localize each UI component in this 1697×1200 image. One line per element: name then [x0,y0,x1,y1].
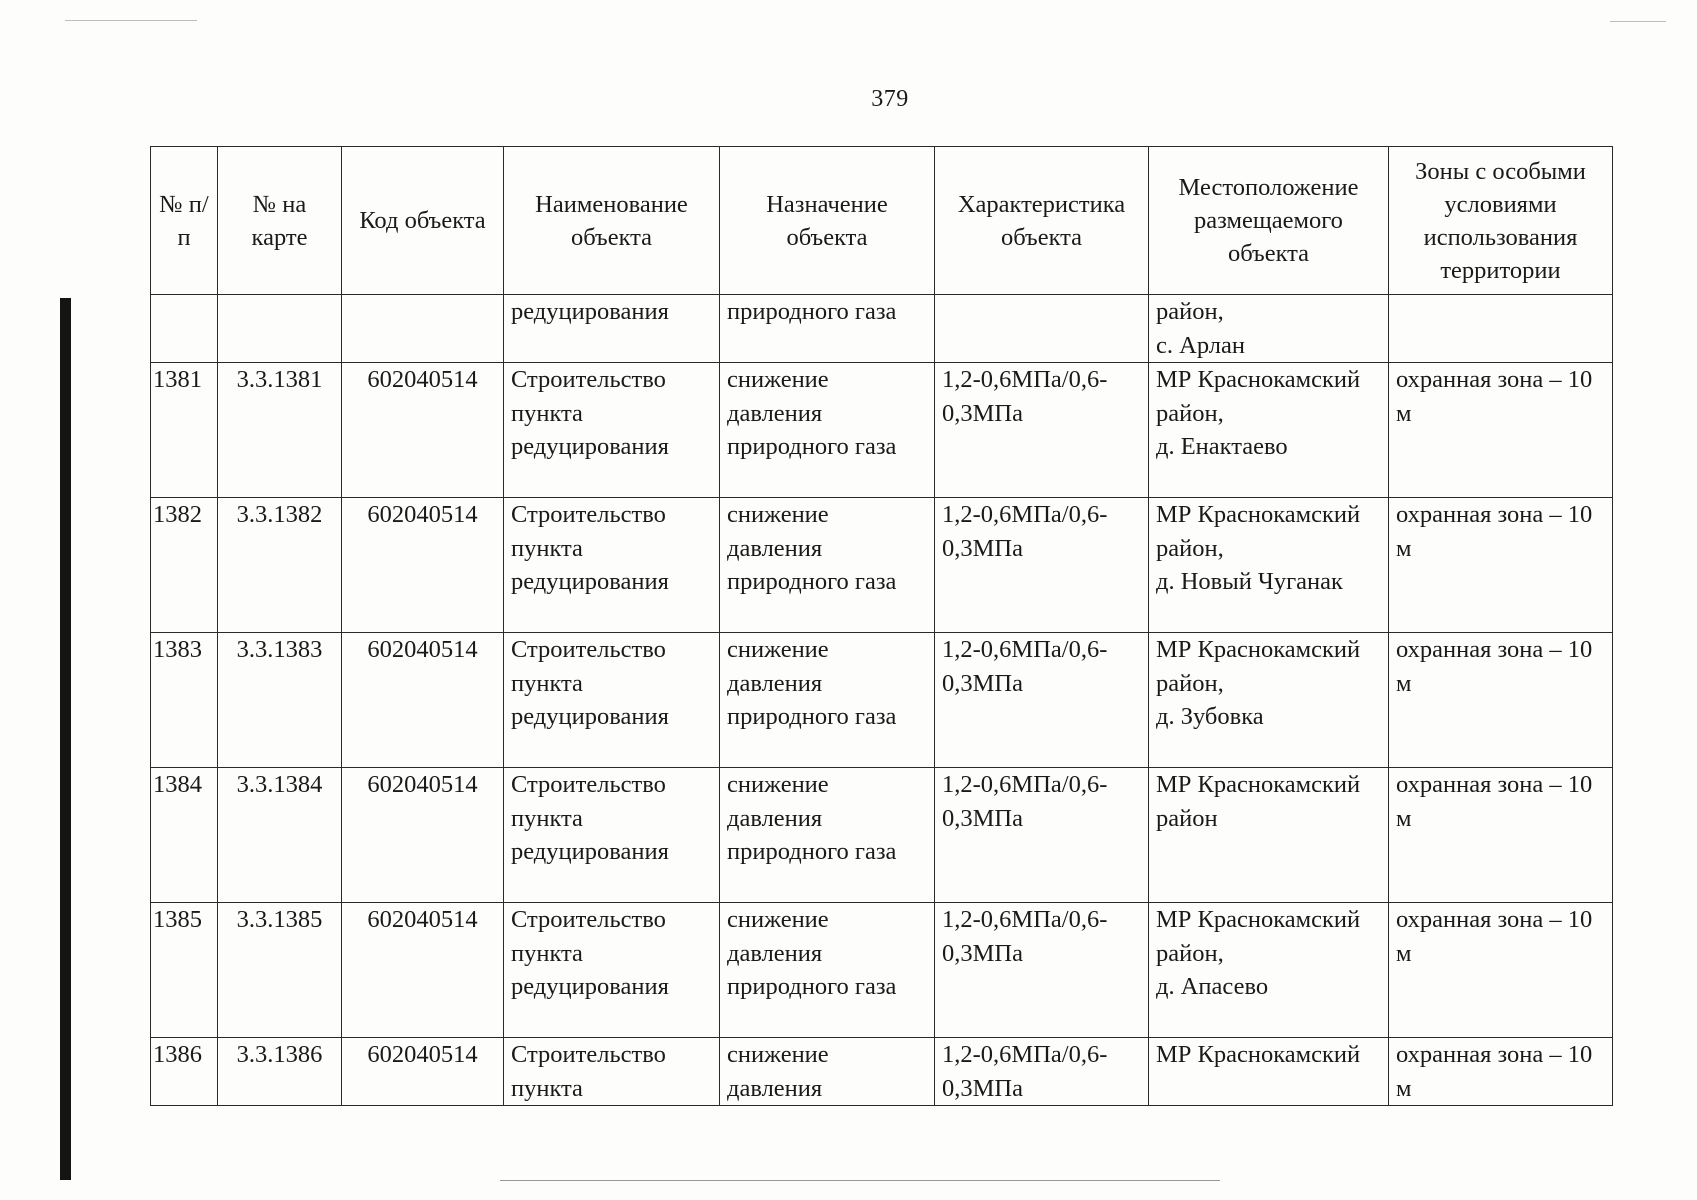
cell-code: 602040514 [342,903,504,1038]
table-row-cut [151,1038,1613,1106]
header-zones: Зоны с особыми условиями использования территории [1389,147,1613,295]
cell-zone: охранная зона – 10 м [1389,633,1613,768]
cell-code: 602040514 [342,1038,504,1106]
cell-map-num: 3.3.1385 [218,903,342,1038]
cell-location [1149,295,1389,363]
page-number: 379 [871,86,909,112]
cell-characteristic: 1,2-0,6МПа/0,6-0,3МПа [935,363,1149,498]
cell-characteristic: 1,2-0,6МПа/0,6-0,3МПа [935,903,1149,1038]
cell-purpose: снижение давления природного газа [720,903,935,1038]
cell-num: 1382 [151,498,218,633]
cell-map-num: 3.3.1383 [218,633,342,768]
cell-location [1149,633,1389,768]
location-district: район, [1156,298,1224,325]
table-row [151,768,1613,903]
cell-num: 1386 [151,1038,218,1106]
scan-edge-line-bottom [500,1180,1220,1181]
location-settlement: д. Апасево [1156,973,1269,1000]
cell-map-num: 3.3.1384 [218,768,342,903]
cell-zone: охранная зона – 10 м [1389,363,1613,498]
scan-edge-line-top-left [65,20,197,21]
cell-zone: охранная зона – 10 м [1389,768,1613,903]
scan-binding-shadow [60,298,71,1180]
location-settlement: д. Енактаево [1156,433,1288,460]
location-district: МР Краснокамский район, [1156,636,1361,697]
cell-num [151,295,218,363]
cell-name: редуцирования [504,295,720,363]
cell-num: 1384 [151,768,218,903]
cell-num: 1383 [151,633,218,768]
cell-location: МР Краснокамский [1149,1038,1389,1106]
cell-location [1149,903,1389,1038]
cell-zone [1389,295,1613,363]
cell-name: Строительство пункта [504,1038,720,1106]
location-district: МР Краснокамский район, [1156,366,1361,427]
cell-map-num [218,295,342,363]
table-row [151,498,1613,633]
header-code: Код объекта [342,147,504,295]
cell-num: 1381 [151,363,218,498]
cell-map-num: 3.3.1381 [218,363,342,498]
cell-purpose: снижение давления природного газа [720,768,935,903]
cell-characteristic: 1,2-0,6МПа/0,6-0,3МПа [935,633,1149,768]
cell-zone: охранная зона – 10 м [1389,498,1613,633]
cell-code: 602040514 [342,498,504,633]
cell-name: Строительство пункта редуцирования [504,363,720,498]
cell-location [1149,363,1389,498]
cell-purpose: природного газа [720,295,935,363]
table-header-row [151,147,1613,295]
cell-zone: охранная зона – 10 м [1389,903,1613,1038]
cell-location [1149,768,1389,903]
cell-map-num: 3.3.1382 [218,498,342,633]
table-row [151,363,1613,498]
location-settlement: с. Арлан [1156,331,1245,359]
cell-characteristic: 1,2-0,6МПа/0,6-0,3МПа [935,498,1149,633]
table-row-continuation [151,295,1613,363]
objects-table [150,146,1613,1106]
header-map-num: № на карте [218,147,342,295]
cell-code: 602040514 [342,768,504,903]
cell-characteristic: 1,2-0,6МПа/0,6-0,3МПа [935,1038,1149,1106]
cell-characteristic [935,295,1149,363]
cell-purpose: снижение давления природного газа [720,498,935,633]
cell-characteristic: 1,2-0,6МПа/0,6-0,3МПа [935,768,1149,903]
cell-num: 1385 [151,903,218,1038]
cell-code: 602040514 [342,633,504,768]
header-location: Местоположение размещаемого объекта [1149,147,1389,295]
location-settlement: д. Зубовка [1156,703,1264,730]
location-district: МР Краснокамский район [1156,771,1361,832]
cell-code: 602040514 [342,363,504,498]
cell-map-num: 3.3.1386 [218,1038,342,1106]
table-row [151,633,1613,768]
scan-edge-line-top-right [1610,21,1666,22]
location-district: МР Краснокамский район, [1156,906,1361,967]
cell-purpose: снижение давления [720,1038,935,1106]
cell-name: Строительство пункта редуцирования [504,903,720,1038]
header-characteristic: Характеристика объекта [935,147,1149,295]
cell-purpose: снижение давления природного газа [720,363,935,498]
location-district: МР Краснокамский район, [1156,501,1361,562]
header-name: Наименование объекта [504,147,720,295]
header-purpose: Назначение объекта [720,147,935,295]
cell-name: Строительство пункта редуцирования [504,633,720,768]
cell-purpose: снижение давления природного газа [720,633,935,768]
cell-name: Строительство пункта редуцирования [504,768,720,903]
table-row [151,903,1613,1038]
header-num: № п/п [151,147,218,295]
cell-name: Строительство пункта редуцирования [504,498,720,633]
cell-code [342,295,504,363]
location-settlement: д. Новый Чуганак [1156,568,1343,595]
cell-zone: охранная зона – 10 м [1389,1038,1613,1106]
cell-location [1149,498,1389,633]
